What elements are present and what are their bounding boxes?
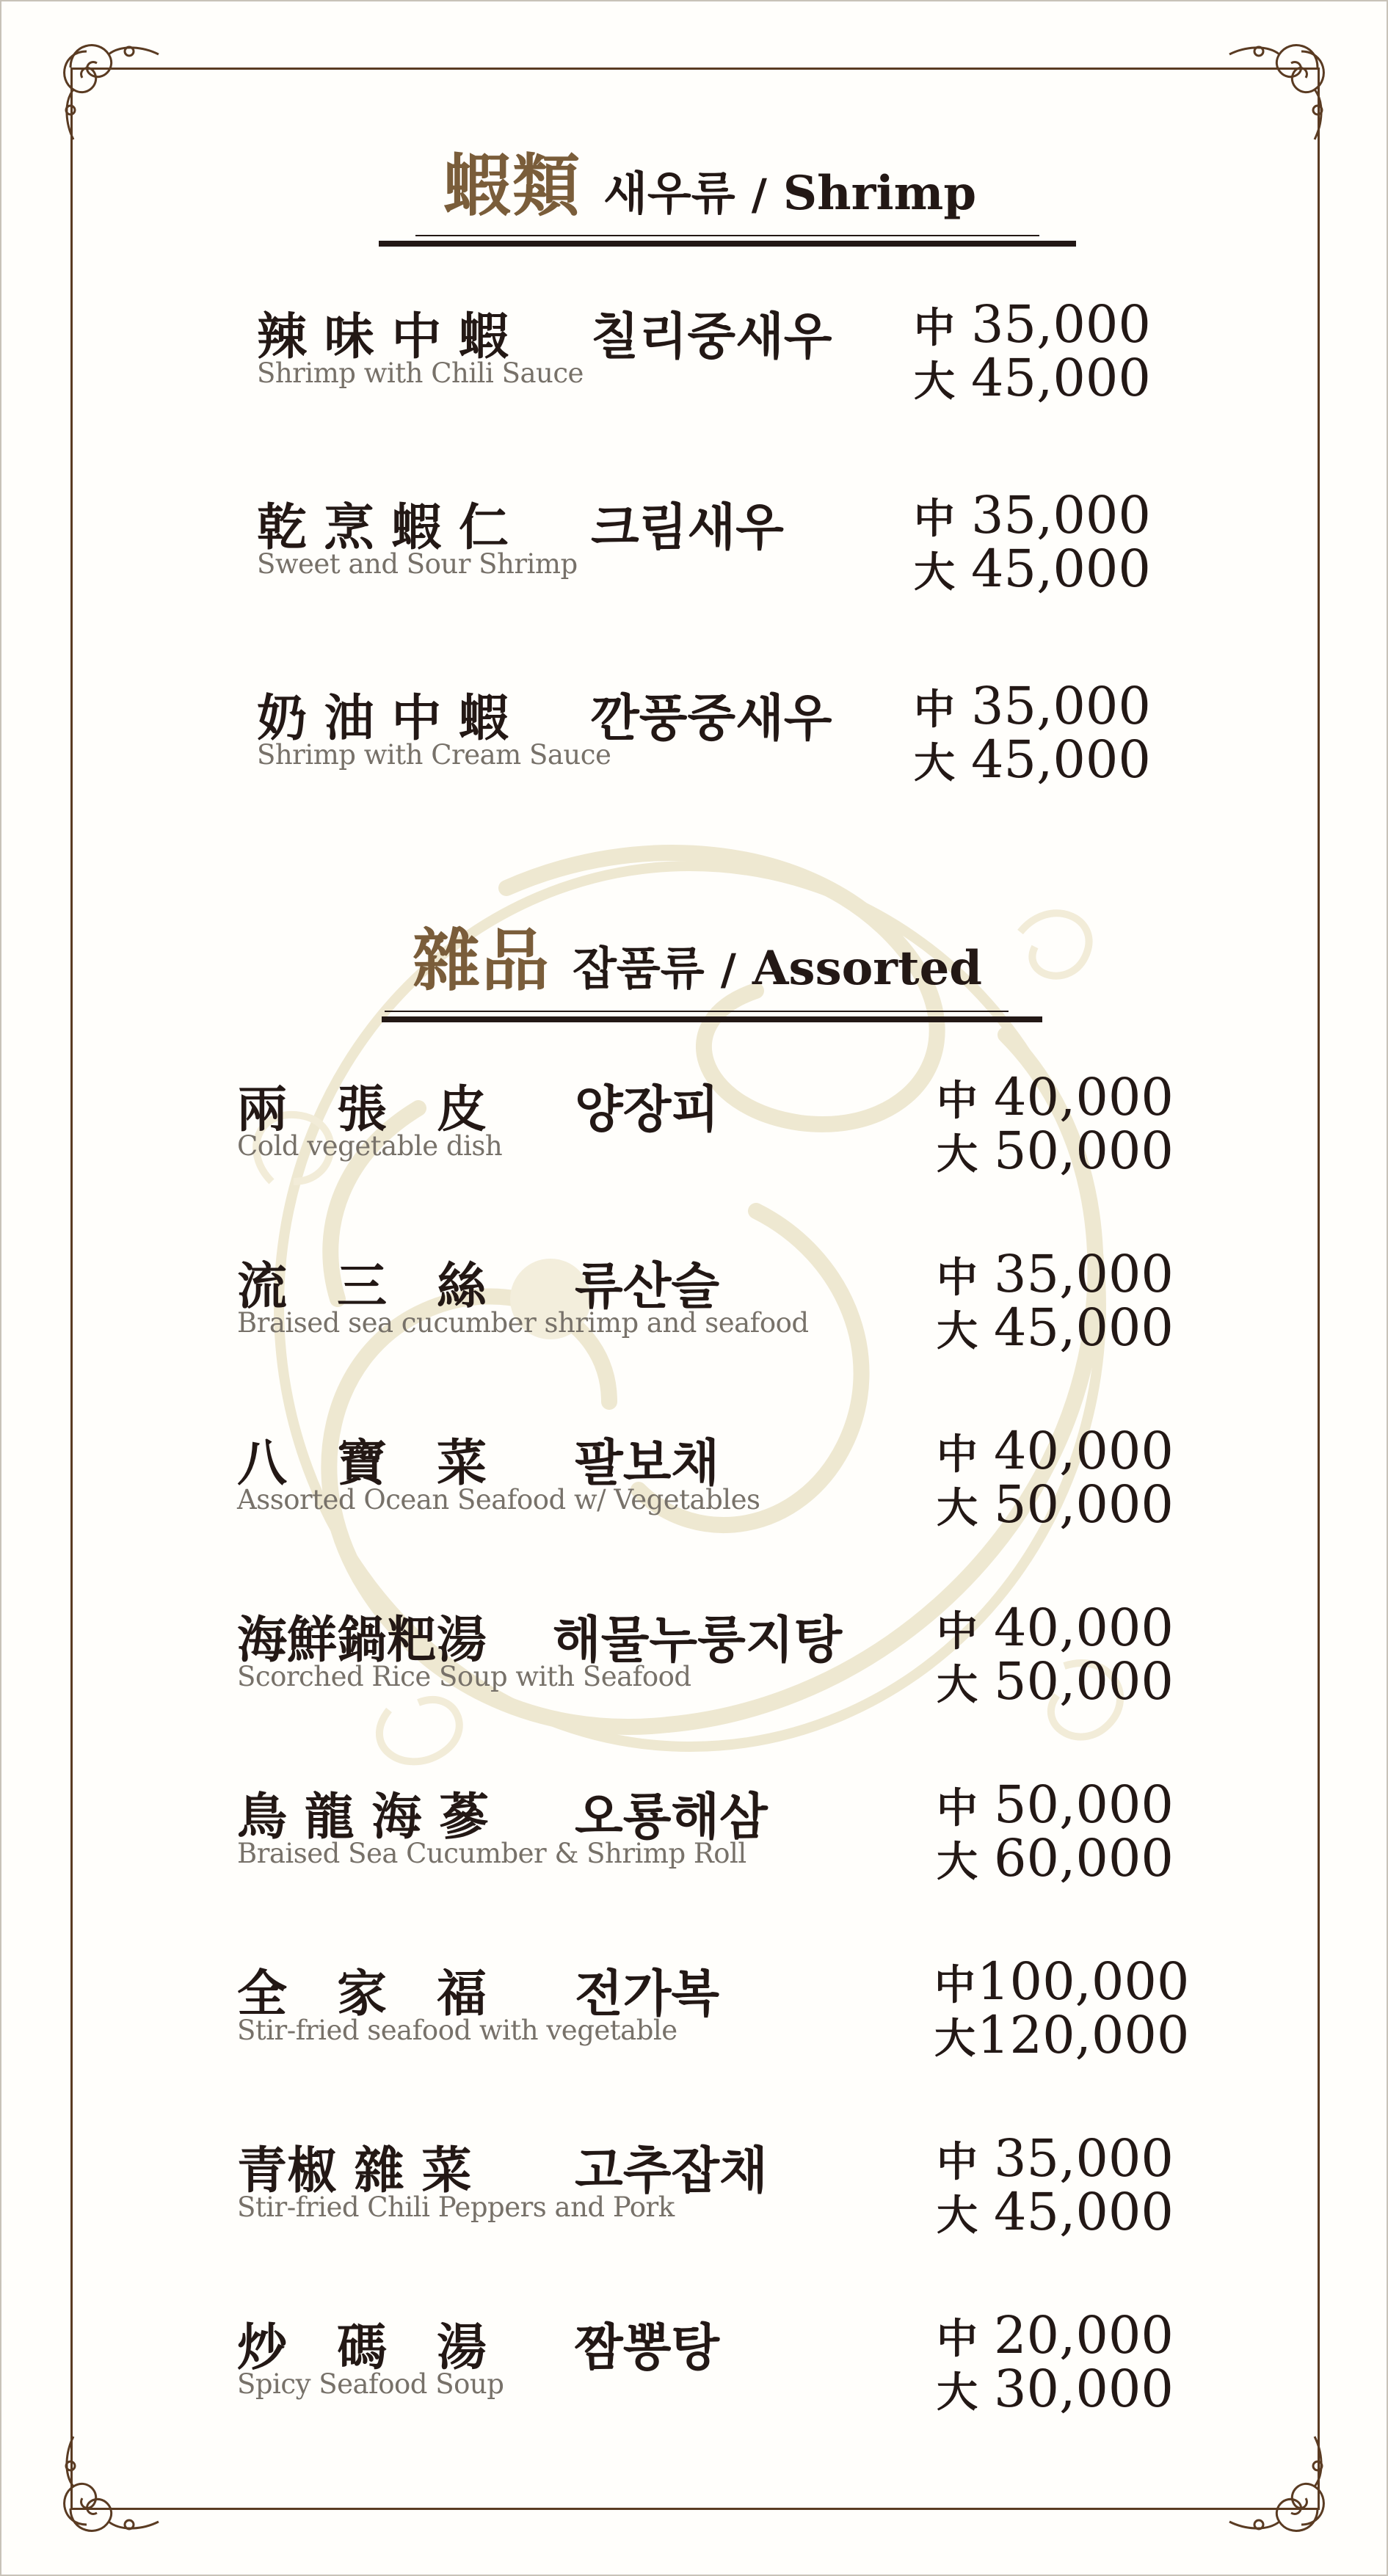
corner-ornament-icon bbox=[41, 22, 166, 147]
item-name-korean: 고추잡채 bbox=[575, 2142, 768, 2200]
price-large bbox=[937, 1121, 1174, 1181]
price-value: 100,000 bbox=[977, 1951, 1190, 2012]
section-header-shrimp bbox=[443, 132, 976, 229]
item-name-hanja: 流 三 絲 bbox=[237, 1257, 487, 1316]
size-label: 中 bbox=[937, 2315, 978, 2363]
price-value: 50,000 bbox=[994, 1651, 1174, 1711]
price-medium bbox=[914, 676, 1151, 736]
price-medium bbox=[937, 2305, 1174, 2365]
price-medium bbox=[914, 485, 1151, 545]
section-title-english: Shrimp bbox=[782, 166, 977, 221]
size-label: 中 bbox=[937, 1254, 978, 1302]
item-name-hanja: 炒 碼 湯 bbox=[237, 2318, 487, 2377]
price-value: 45,000 bbox=[971, 348, 1151, 408]
size-label: 大 bbox=[937, 2191, 978, 2240]
section-title-hanja: 雜品 bbox=[413, 921, 551, 1000]
price-large bbox=[937, 1298, 1174, 1358]
item-description: Stir-fried seafood with vegetable bbox=[237, 2015, 677, 2046]
section-rule bbox=[379, 241, 1076, 247]
size-label: 大 bbox=[937, 1661, 978, 1709]
size-label: 中 bbox=[914, 685, 955, 734]
size-label: 大 bbox=[937, 2368, 978, 2417]
price-value: 40,000 bbox=[994, 1421, 1174, 1481]
section-rule bbox=[382, 1016, 1042, 1022]
item-name-korean: 양장피 bbox=[575, 1080, 720, 1139]
corner-ornament-icon bbox=[1222, 22, 1347, 147]
section-header-assorted bbox=[413, 907, 982, 1004]
section-title-english: Assorted bbox=[752, 941, 983, 996]
price-large bbox=[914, 348, 1151, 408]
item-name-hanja: 乾 烹 蝦 仁 bbox=[257, 498, 509, 557]
price-medium bbox=[914, 294, 1151, 354]
size-label: 大 bbox=[914, 357, 955, 406]
size-label: 中 bbox=[937, 1784, 978, 1833]
item-name-korean: 오룡해삼 bbox=[575, 1788, 768, 1847]
price-value: 35,000 bbox=[994, 2128, 1174, 2188]
size-label: 大 bbox=[914, 548, 955, 597]
item-name-korean: 해물누룽지탕 bbox=[553, 1611, 843, 1670]
item-name-korean: 류산슬 bbox=[575, 1257, 720, 1316]
price-large bbox=[937, 2359, 1174, 2419]
corner-ornament-icon bbox=[1222, 2429, 1347, 2554]
price-value: 120,000 bbox=[977, 2005, 1190, 2065]
section-title-hanja: 蝦類 bbox=[443, 146, 582, 225]
price-value: 60,000 bbox=[994, 1828, 1174, 1888]
size-label: 大 bbox=[937, 1130, 978, 1179]
item-name-hanja: 青椒 雜 菜 bbox=[237, 2142, 472, 2200]
item-name-korean: 팔보채 bbox=[575, 1434, 720, 1493]
item-name-korean: 크림새우 bbox=[591, 498, 784, 557]
size-label: 中 bbox=[914, 495, 955, 543]
price-large bbox=[914, 539, 1151, 599]
section-rule bbox=[385, 1011, 1009, 1012]
size-label: 大 bbox=[937, 1484, 978, 1532]
item-description: Cold vegetable dish bbox=[237, 1130, 503, 1162]
price-value: 45,000 bbox=[994, 1298, 1174, 1358]
size-label: 大 bbox=[937, 1307, 978, 1356]
item-description: Stir-fried Chili Peppers and Pork bbox=[237, 2191, 675, 2223]
price-value: 30,000 bbox=[994, 2359, 1174, 2419]
price-medium bbox=[937, 1244, 1174, 1304]
price-medium bbox=[937, 1421, 1174, 1481]
item-name-korean: 칠리중새우 bbox=[591, 308, 832, 366]
price-large bbox=[937, 1828, 1174, 1888]
price-medium bbox=[937, 1598, 1174, 1658]
price-value: 35,000 bbox=[971, 294, 1151, 354]
size-label: 中 bbox=[914, 304, 955, 352]
size-label: 大 bbox=[934, 2015, 975, 2063]
item-name-hanja: 海鮮鍋粑湯 bbox=[237, 1611, 487, 1670]
size-label: 中 bbox=[937, 1607, 978, 1656]
section-rule bbox=[415, 235, 1039, 236]
size-label: 中 bbox=[937, 2138, 978, 2186]
section-title-korean: 잡품류 bbox=[573, 942, 705, 995]
size-label: 中 bbox=[934, 1961, 975, 2009]
item-name-korean: 전가복 bbox=[575, 1965, 720, 2023]
price-value: 40,000 bbox=[994, 1067, 1174, 1127]
price-large bbox=[914, 729, 1151, 790]
item-description: Spicy Seafood Soup bbox=[237, 2368, 504, 2400]
section-title-slash: / bbox=[720, 945, 736, 994]
size-label: 大 bbox=[937, 1838, 978, 1886]
item-name-korean: 짬뽕탕 bbox=[575, 2318, 720, 2377]
item-description: Braised Sea Cucumber & Shrimp Roll bbox=[237, 1838, 746, 1869]
item-description: Sweet and Sour Shrimp bbox=[257, 548, 578, 580]
item-description: Braised sea cucumber shrimp and seafood bbox=[237, 1307, 809, 1339]
size-label: 中 bbox=[937, 1077, 978, 1125]
item-description: Shrimp with Chili Sauce bbox=[257, 357, 584, 389]
price-large bbox=[934, 2005, 1189, 2065]
price-value: 20,000 bbox=[994, 2305, 1174, 2365]
price-value: 45,000 bbox=[994, 2182, 1174, 2242]
price-large bbox=[937, 1474, 1174, 1535]
item-description: Shrimp with Cream Sauce bbox=[257, 739, 611, 771]
size-label: 中 bbox=[937, 1430, 978, 1479]
corner-ornament-icon bbox=[41, 2429, 166, 2554]
item-description: Scorched Rice Soup with Seafood bbox=[237, 1661, 691, 1692]
price-value: 50,000 bbox=[994, 1775, 1174, 1835]
price-value: 45,000 bbox=[971, 729, 1151, 790]
price-large bbox=[937, 1651, 1174, 1711]
price-medium bbox=[937, 1775, 1174, 1835]
item-name-hanja: 辣 味 中 蝦 bbox=[257, 308, 509, 366]
item-description: Assorted Ocean Seafood w/ Vegetables bbox=[237, 1484, 760, 1516]
item-name-hanja: 鳥 龍 海 蔘 bbox=[237, 1788, 490, 1847]
item-name-hanja: 全 家 福 bbox=[237, 1965, 487, 2023]
section-title-korean: 새우류 bbox=[603, 167, 735, 220]
price-value: 45,000 bbox=[971, 539, 1151, 599]
price-medium bbox=[937, 2128, 1174, 2188]
price-value: 50,000 bbox=[994, 1121, 1174, 1181]
price-value: 35,000 bbox=[971, 485, 1151, 545]
price-medium bbox=[934, 1951, 1189, 2012]
item-name-hanja: 八 寶 菜 bbox=[237, 1434, 487, 1493]
item-name-hanja: 兩 張 皮 bbox=[237, 1080, 487, 1139]
price-value: 35,000 bbox=[994, 1244, 1174, 1304]
section-title-slash: / bbox=[751, 170, 767, 219]
price-value: 40,000 bbox=[994, 1598, 1174, 1658]
price-medium bbox=[937, 1067, 1174, 1127]
item-name-hanja: 奶 油 中 蝦 bbox=[257, 689, 509, 748]
price-value: 35,000 bbox=[971, 676, 1151, 736]
item-name-korean: 깐풍중새우 bbox=[591, 689, 832, 748]
price-value: 50,000 bbox=[994, 1474, 1174, 1535]
size-label: 大 bbox=[914, 739, 955, 787]
price-large bbox=[937, 2182, 1174, 2242]
